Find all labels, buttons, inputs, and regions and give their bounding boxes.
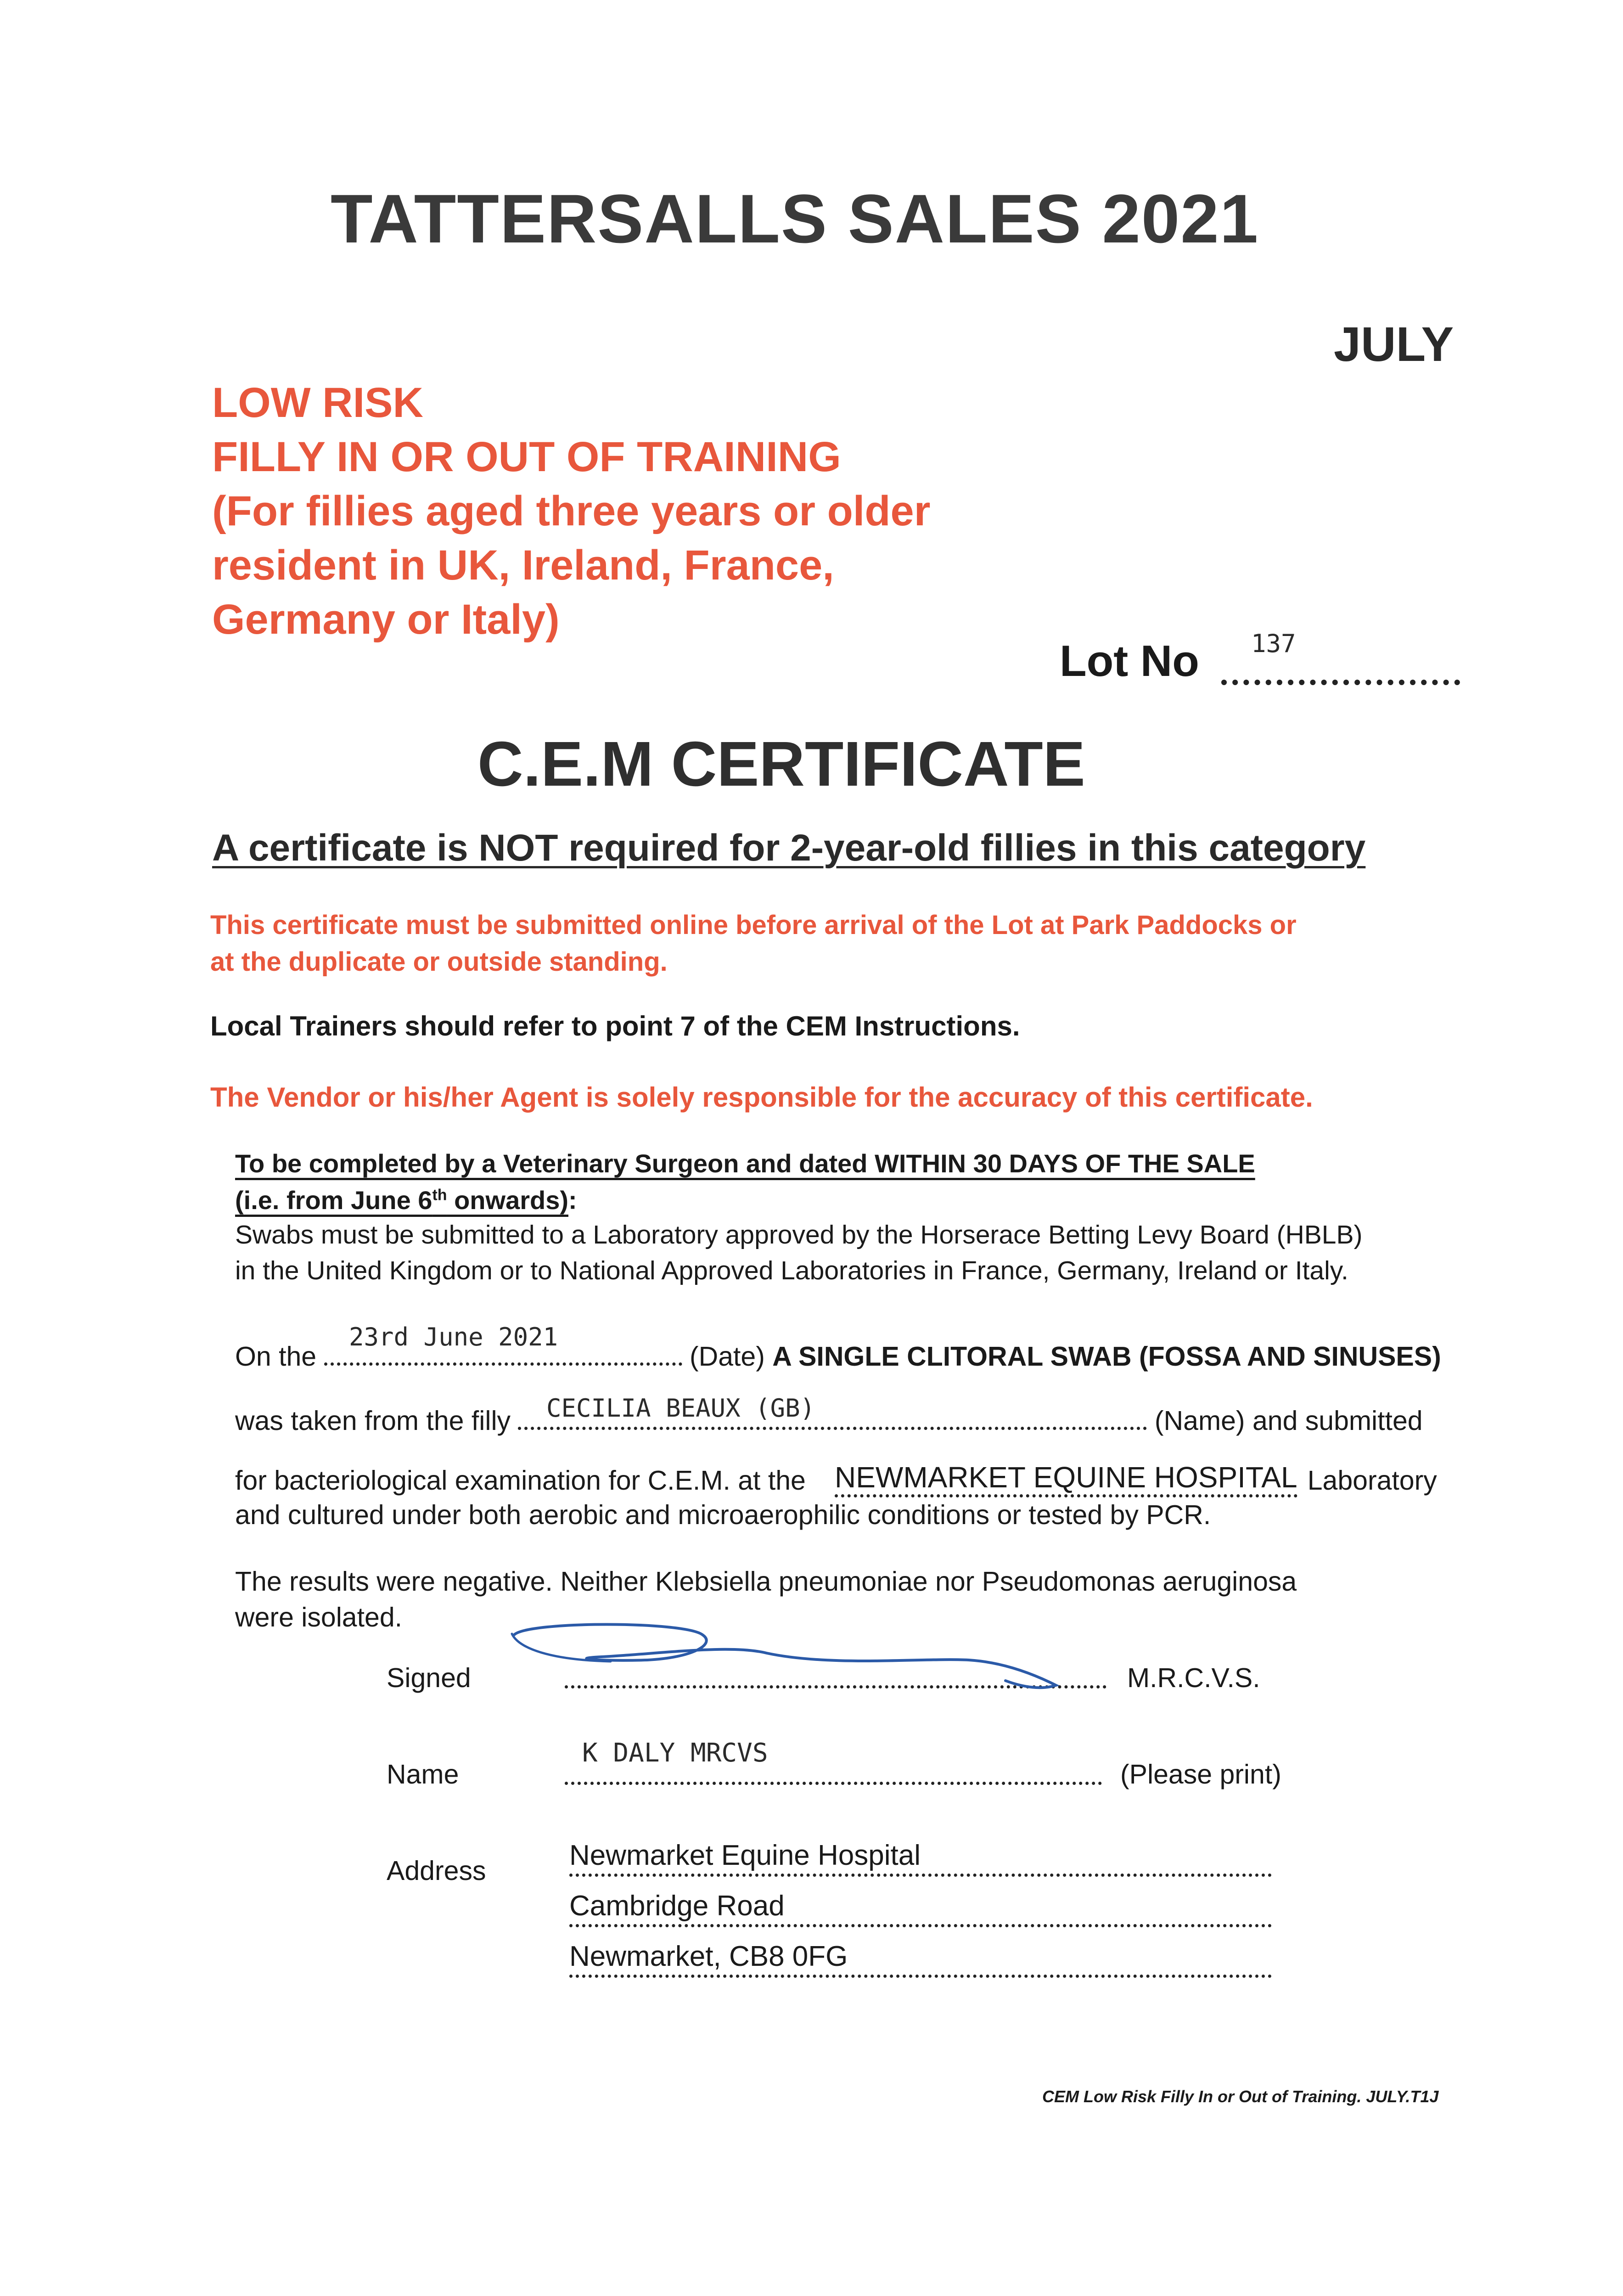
submission-line: This certificate must be submitted online before arrival of the Lot at Park Paddocks or bbox=[210, 910, 1297, 940]
laboratory-name: NEWMARKET EQUINE HOSPITAL bbox=[835, 1460, 1297, 1497]
category-line: resident in UK, Ireland, France, bbox=[212, 542, 834, 589]
date-value: 23rd June 2021 bbox=[349, 1322, 558, 1351]
sale-month: JULY bbox=[1334, 317, 1454, 371]
address-line: Cambridge Road bbox=[569, 1890, 1272, 1927]
handwritten-signature bbox=[510, 1616, 1079, 1708]
swab-line: Swabs must be submitted to a Laboratory approved by the Horserace Betting Levy Board (HBLB) bbox=[235, 1220, 1363, 1249]
date-label: (Date) bbox=[689, 1341, 765, 1372]
laboratory-label: Laboratory bbox=[1307, 1465, 1437, 1496]
taken-from-label: was taken from the filly bbox=[235, 1406, 511, 1436]
vet-name-value: K DALY MRCVS bbox=[582, 1738, 768, 1768]
category-line: FILLY IN OR OUT OF TRAINING bbox=[212, 433, 841, 480]
vet-heading-date: (i.e. from June 6 bbox=[235, 1185, 432, 1215]
vet-heading-line: To be completed by a Veterinary Surgeon and dated WITHIN 30 DAYS OF THE SALE bbox=[235, 1149, 1255, 1178]
address-label: Address bbox=[387, 1856, 486, 1886]
document-title: TATTERSALLS SALES 2021 bbox=[331, 180, 1259, 257]
results-line: were isolated. bbox=[235, 1602, 403, 1632]
filly-line bbox=[235, 1405, 1423, 1436]
category-block bbox=[212, 376, 931, 647]
vet-heading-line bbox=[235, 1179, 1255, 1216]
submission-notice bbox=[210, 907, 1297, 980]
signed-label: Signed bbox=[387, 1663, 471, 1693]
vendor-responsibility-note: The Vendor or his/her Agent is solely responsible for the accuracy of this certificate. bbox=[210, 1082, 1313, 1113]
vet-heading-onwards: onwards) bbox=[447, 1185, 568, 1215]
category-line: LOW RISK bbox=[212, 379, 423, 426]
name-label: Name bbox=[387, 1759, 459, 1790]
swab-instructions bbox=[235, 1217, 1362, 1289]
name-submitted-label: (Name) and submitted bbox=[1154, 1406, 1423, 1436]
lot-number: 137 bbox=[1251, 629, 1296, 658]
footer-reference: CEM Low Risk Filly In or Out of Training. JULY.T1J bbox=[1042, 2087, 1439, 2106]
address-line: Newmarket, CB8 0FG bbox=[569, 1940, 1272, 1978]
filly-name: CECILIA BEAUX (GB) bbox=[546, 1394, 815, 1423]
mrcvs-label: M.R.C.V.S. bbox=[1127, 1663, 1260, 1693]
submission-line: at the duplicate or outside standing. bbox=[210, 947, 668, 977]
swab-line: in the United Kingdom or to National Approved Laboratories in France, Germany, Ireland or Italy. bbox=[235, 1256, 1348, 1285]
vet-heading-sup: th bbox=[432, 1186, 447, 1204]
lot-label: Lot No bbox=[1060, 636, 1199, 686]
name-dotted-field bbox=[565, 1773, 1102, 1785]
local-trainers-note: Local Trainers should refer to point 7 of the CEM Instructions. bbox=[210, 1011, 1020, 1041]
cultured-line: and cultured under both aerobic and microaerophilic conditions or tested by PCR. bbox=[235, 1500, 1211, 1530]
address-line: Newmarket Equine Hospital bbox=[569, 1839, 1272, 1877]
filly-dotted-field bbox=[518, 1422, 1147, 1430]
category-line: (For fillies aged three years or older bbox=[212, 488, 931, 535]
swab-type: A SINGLE CLITORAL SWAB (FOSSA AND SINUSES) bbox=[772, 1341, 1441, 1372]
not-required-notice: A certificate is NOT required for 2-year-old fillies in this category bbox=[212, 827, 1366, 869]
vet-instructions-heading bbox=[235, 1148, 1255, 1216]
date-dotted-field bbox=[324, 1358, 682, 1366]
please-print-label: (Please print) bbox=[1120, 1759, 1281, 1790]
on-the-label: On the bbox=[235, 1341, 317, 1372]
results-line: The results were negative. Neither Klebsiella pneumoniae nor Pseudomonas aeruginosa bbox=[235, 1566, 1297, 1597]
certificate-title: C.E.M CERTIFICATE bbox=[477, 729, 1085, 799]
category-line: Germany or Italy) bbox=[212, 596, 560, 643]
exam-label: for bacteriological examination for C.E.M. at the bbox=[235, 1465, 806, 1496]
vet-heading-colon: : bbox=[568, 1185, 577, 1215]
